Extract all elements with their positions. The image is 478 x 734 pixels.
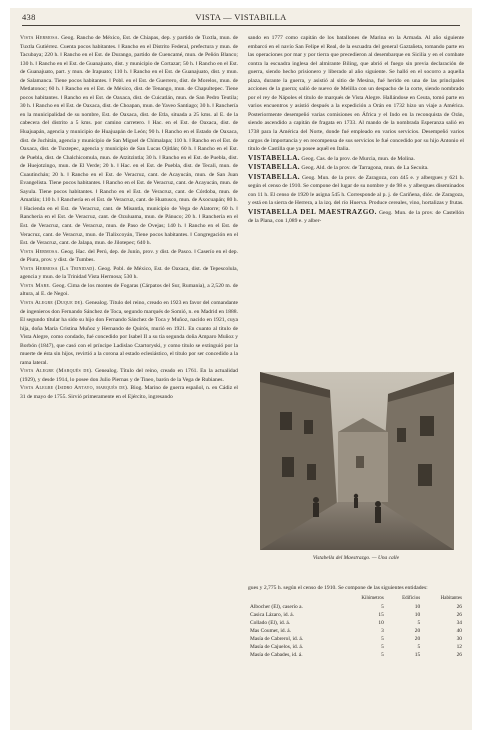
table-cell: 10 [414, 611, 421, 618]
entry-text: Geog. Cas. de la prov. de Murcia, mun. de Molina. [301, 155, 415, 162]
table-row [248, 643, 464, 651]
right-column-top [248, 34, 464, 374]
col-header-inhabitants: Habitantes [440, 595, 462, 601]
table-header-row [248, 595, 464, 603]
table-cell: 15 [378, 611, 384, 618]
entry-lemma: Vista Mare. [20, 282, 51, 289]
table-cell: 3 [381, 627, 384, 634]
table-row [248, 651, 464, 659]
left-column-entry [20, 367, 238, 384]
right-column-entry [248, 34, 464, 154]
entry-lemma: Vista Alegre (Isidro Antayo, marqués de). [20, 385, 129, 392]
entry-lemma: Vista Hermosa. [20, 248, 60, 255]
entry-text: Geog. Mun. de la prov. de Castellón de la Plana, con 1,089 e. y alber- [248, 209, 464, 225]
header-rule [22, 25, 460, 26]
entry-lemma: VISTABELLA DEL MAESTRAZGO. [248, 207, 377, 216]
entry-text: Geog. Mun. de la prov. de Zaragoza, con 445 e. y albergues y 621 h. según el censo de 1910. Se compone del lugar de su nombre y de 98 e. y albergues diseminados con 11 h. El censo de 1920 le asigna 545 h. Corresponde al p. j. de Cariñena, dióc. de Zaragoza, y está en la sierra de Herrera, a la izq. del río Huerva. Produce cereales, vino, hortalizas y frutas. [248, 174, 464, 207]
table-cell: 26 [456, 651, 462, 658]
table-row [248, 603, 464, 611]
table-cell: 15 [414, 651, 421, 658]
col-header-buildings: Edificios [402, 595, 421, 601]
table-cell: 5 [417, 619, 421, 626]
table-cell: Casica Lázaro, id. á. [250, 611, 295, 618]
table-cell: 26 [456, 611, 462, 618]
left-column-entry [20, 34, 238, 248]
table-cell: 20 [414, 635, 421, 642]
entry-lemma: Vista Hermosa (La Trinidad). [20, 265, 97, 272]
entry-text: Genealog. Título del reino, creado en 1923 en favor del comandante de ingenieros don Fernando Sánchez de Toca, segundo marqués de Somió, n. en Madrid en 1888. El segundo títular ha sido su hijo don Fernando Sánchez de Toca y Muñoz, nacido en 1921, cuya hija, doña María Cristina Muñoz y Hernando de Quirós, murió en 1921. En cuanto al título de Vista Alegre, como condado, fué concedido por Isabel II a su tía segunda doña Amparo Muñoz y Borbón (1847), que casó con el príncipe Ladislao Czartoryski, y como título se extinguió por la muerte de ésta sin hijos, revirtió a la corona al estado eclesiástico, el título por ser concedido a la rama lateral. [20, 299, 238, 366]
entry-lemma: VISTABELLA. [248, 153, 300, 162]
table-cell: 34 [456, 619, 462, 626]
table-cell: Collado (El), id. á. [250, 619, 291, 626]
table-cell: 5 [381, 635, 384, 642]
right-column-entry [248, 173, 464, 208]
entry-lemma: VISTABELLA. [248, 163, 300, 172]
table-row [248, 619, 464, 627]
entry-text: Geog. Cima de los montes de Fogaras (Cárpatos del Sur, Rumania), a 2,520 m. de altura, al E. de Negoi. [20, 282, 238, 298]
street-photograph [260, 372, 454, 550]
page-number: 438 [22, 12, 36, 22]
right-column-entry [248, 163, 464, 173]
entry-lemma: Vista Alegre (Marqués de). [20, 368, 93, 375]
table-cell: Masía de Cajuelos, id. á. [250, 643, 304, 650]
entry-text: Geog. Ald. de la prov. de Tarragona, mun. de La Secuita. [301, 165, 429, 172]
street-photo-illustration [260, 372, 454, 550]
entry-text: sando en 1777 como capitán de los batallones de Marina en la Armada. Al año siguiente embarcó en el navío San Felipe el Real, de la escuadra del general Gaztañeta, tomando parte en las operaciones por mar y por tierra que precedieron al desembarque en Sicilia y en el combate contra la escuadra inglesa del almirante Biling, que abrió el fuego sin previa declaración de guerra, siendo hecho prisionero y liberado al año siguiente. Se halló en el socorro a aquella plaza, durante la guerra, y asistió al sitio de Mesina, fué herido en una de las principales acciones de la guerra; salió de nuevo de Melilla con un despacho de la corte, siendo nombrado por el rey de Nápoles el título de marqués de Vista Alegre. Hallándose en Ceuta, tomó parte en varios encuentros y asistió después a la expedición a Orán en 1732 hizo un viaje a América. Posteriormente desempeñó varias comisiones en África y el Indo en la reconquista de Orán, siendo ascendido a capitán de fragata en 1733. Al mando de la nombrada Esperanza salió en 1738 para la América del Norte, donde fué empleado en varios servicios. Desempeñó varios cargos de importancia y en recompensa de sus servicios le fué concedido por su hijo Antonio el título de Castilla que ya posee aquél en Italia. [248, 35, 464, 153]
table-cell: Albocher (El), caserío a. [250, 603, 303, 610]
entry-text: Geog. Hac. del Perú, dep. de Junín, prov. y dist. de Pasco. ‖ Caserío en el dep. de Piura, prov. y dist. de Tumbes. [20, 248, 238, 264]
col-header-name [248, 595, 342, 603]
table-cell: 5 [417, 643, 421, 650]
entities-intro: gues y 2,775 h. según el censo de 1910. Se compone de las siguientes entidades: [248, 585, 428, 591]
right-column-entry [248, 154, 464, 164]
entry-text: Geog. Pobl. de México, Est. de Oaxaca, dist. de Tepescolula, agencia y mun. de la Trinidad Vista Hermosa; 530 h. [20, 265, 238, 281]
table-cell: Mas Coumet, id. á. [250, 627, 292, 634]
table-row [248, 635, 464, 643]
entry-lemma: VISTABELLA. [248, 172, 300, 181]
table-cell: 5 [381, 651, 384, 658]
entities-table [248, 595, 464, 659]
table-cell: 40 [456, 627, 462, 634]
table-cell: 12 [456, 643, 462, 650]
table-cell: Masía de Cabrerol, id. á. [250, 635, 304, 642]
table-cell: Masía de Cabades, id. á. [250, 651, 303, 658]
entry-text: Genealog. Título del reino, creado en 1761. En la actualidad (1929), y desde 1914, lo posee don Julio Piernas y de Tineo, barón de la Vega de Rubianes. [20, 368, 238, 383]
table-row [248, 627, 464, 635]
entry-lemma: Vista Alegre (Duque de). [20, 299, 84, 306]
page-header [22, 12, 460, 26]
table-cell: 30 [456, 635, 462, 642]
table-cell: 20 [414, 627, 421, 634]
left-column-entry [20, 265, 238, 282]
book-page [10, 8, 472, 730]
entry-text: Geog. Rancho de México, Est. de Chiapas, dep. y partido de Tuxtla, mun. de Tuxtla Gutiérrez. Cuenta pocos habitantes. ‖ Rancho en el Distrito Federal, prefectura y mun. de Tacubaya; 220 h. ‖ Rancho en el Est. de Durango, partido de Cuencamé, mun. de Peñón Blanco; 130 h. ‖ Rancho en el Est. de Guanajuato, dist. y municipio de Cortazar; 50 h. ‖ Rancho en el Est. de Guanajuato, part. y mun. de Irapuato; 110 h. ‖ Rancho en el Est. de Guanajuato, dist. y mun. de Salamanca. Tiene pocos habitantes. ‖ Pobl. en el Est. de Guerrero, dist. de Morelos, mun. de Metlatonoc; 60 h. ‖ Rancho en el Est. de México, dist. de Tenango, mun. de Chapultepec. Tiene pocos habitantes. ‖ Rancho en el Est. de Oaxaca, dist. de Cuicatlán, mun. de San Pedro Teutila; 30 h. ‖ Rancho en el Est. de Oaxaca, dist. de Choapan, mun. de Yaveo Santiago; 30 h. ‖ Ranchería en la municipalidad de su nombre, Est. de Oaxaca, dist. de Etla, situada a 25 kms. al E. de la cabecera del distrito a 5 kms. por camino carretero. ‖ Hac. en el Est. de Oaxaca, dist. de Huajuapán, agencia y municipio de Huajuapán de León; 90 h. ‖ Rancho en el Estado de Oaxaca, dist. de Juchitán, agencia y municipio de San Miguel de Chimalapa; 110 h. ‖ Rancho en el Est. de Oaxaca, dist. de Tuxtepec, agencia y municipio de San Lucas Ojitlán; 60 h. ‖ Rancho en el Est. de Puebla, dist. de Chalchicomula, mun. de Atzitzintla; 30 h. ‖ Rancho en el Est. de Puebla, dist. de Huejotzingo, mun. de El Verde; 20 h. ‖ Hac. en el Est. de Puebla, dist. de Tecali, mun. de Cuautinchán; 20 h. ‖ Rancho en el Est. de Veracruz, cant. de Acayucán, mun. de San Juan Evangelista. Tiene pocos habitantes. ‖ Rancho en el Est. de Veracruz, cant. de Acayucán, mun. de Sayula. Tiene pocos habitantes. ‖ Rancho en el Est. de Veracruz, cant. de Córdoba, mun. de Amatlán; 110 h. ‖ Ranchería en el Est. de Veracruz, cant. de Huatusco, mun. de Axocuapán; 80 h. ‖ Hacienda en el Est. de Veracruz, cant. de Misantla, municipio de Vega de Alatorre; 60 h. ‖ Ranchería en el Est. de Veracruz, cant. de Ozuluama, mun. de Pánuco; 20 h. ‖ Ranchería en el Est. de Veracruz, cant. de Veracruz, mun. de Paso de Ovejas; 140 h. ‖ Rancho en el Est. de Veracruz, cant. de Veracruz, mun. de Tlalixcoyán, Tiene pocos habitantes. ‖ Congregación en el Est. de Veracruz, cant. de Jalapa, mun. de Jilotepec; 640 h. [20, 35, 238, 247]
running-head: VISTA — VISTABILLA [195, 12, 287, 22]
right-column-entry [248, 208, 464, 226]
col-header-km: Kilómetros [361, 595, 384, 601]
left-column-entry [20, 384, 238, 401]
entry-text: Biog. Marino de guerra español, n. en Cádiz el 31 de mayo de 1755. Sirvió primeramente en el Ejército, ingresando [20, 385, 238, 400]
entry-lemma: Vista Hermosa. [20, 35, 60, 41]
left-column-entry [20, 299, 238, 367]
table-cell: 5 [381, 603, 384, 610]
table-cell: 10 [414, 603, 421, 610]
left-column-entry [20, 248, 238, 265]
left-column [20, 34, 238, 726]
table-row [248, 611, 464, 619]
left-column-entry [20, 282, 238, 299]
right-column-bottom [248, 584, 464, 726]
photo-caption: Vistabella del Maestrazgo. — Una calle [312, 555, 400, 561]
table-cell: 10 [378, 619, 384, 626]
table-cell: 5 [381, 643, 384, 650]
table-cell: 26 [456, 603, 462, 610]
